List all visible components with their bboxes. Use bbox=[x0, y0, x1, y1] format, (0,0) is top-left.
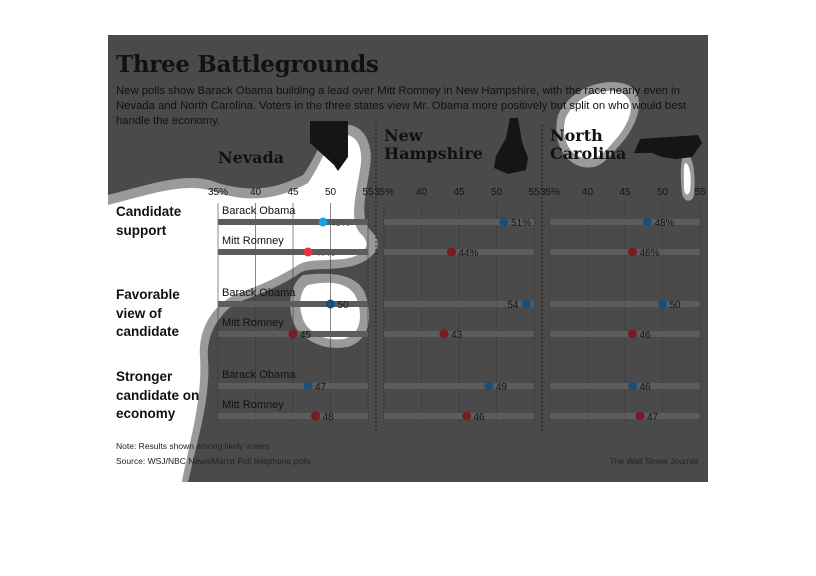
x-tick-label: 35% bbox=[539, 187, 561, 198]
x-tick-label: 45 bbox=[619, 187, 631, 198]
track-bar bbox=[218, 383, 368, 389]
data-value-label: 47 bbox=[315, 382, 327, 393]
x-tick-label: 45 bbox=[287, 187, 299, 198]
x-tick-label: 35% bbox=[207, 187, 229, 198]
dot-plot bbox=[108, 35, 708, 482]
state-name-north-carolina: North Carolina bbox=[550, 126, 627, 163]
data-value-label: 47 bbox=[647, 412, 659, 423]
obama-dot bbox=[485, 382, 494, 391]
obama-dot bbox=[319, 218, 328, 227]
data-value-label: 44% bbox=[458, 248, 479, 259]
data-value-label: 46 bbox=[639, 382, 651, 393]
data-value-label: 47% bbox=[315, 248, 336, 259]
track-bar bbox=[550, 413, 700, 419]
x-tick-label: 35% bbox=[373, 187, 395, 198]
romney-dot bbox=[636, 412, 645, 421]
romney-dot bbox=[311, 412, 320, 421]
data-value-label: 48% bbox=[654, 218, 675, 229]
candidate-name-label: Barack Obama bbox=[222, 287, 296, 299]
obama-dot bbox=[643, 218, 652, 227]
state-name-new-hampshire: New Hampshire bbox=[384, 126, 483, 163]
romney-dot bbox=[628, 330, 637, 339]
obama-dot bbox=[500, 218, 509, 227]
x-tick-label: 40 bbox=[249, 187, 262, 198]
data-value-label: 49 bbox=[496, 382, 508, 393]
x-tick-label: 55 bbox=[362, 187, 374, 198]
x-tick-label: 50 bbox=[490, 187, 503, 198]
chart-title: Three Battlegrounds bbox=[116, 51, 379, 78]
obama-dot bbox=[304, 382, 313, 391]
note-text: Note: Results shown among likely voters bbox=[116, 441, 270, 451]
track-bar bbox=[384, 413, 534, 419]
source-text: Source: WSJ/NBC News/Marist Poll telephone polls bbox=[116, 456, 312, 466]
track-bar bbox=[550, 383, 700, 389]
data-value-label: 48 bbox=[322, 412, 334, 423]
candidate-name-label: Mitt Romney bbox=[222, 399, 284, 411]
state-name-nevada: Nevada bbox=[218, 148, 285, 167]
graphic-panel bbox=[108, 35, 708, 482]
romney-dot bbox=[440, 330, 449, 339]
romney-dot bbox=[289, 330, 298, 339]
candidate-name-label: Barack Obama bbox=[222, 369, 296, 381]
candidate-name-label: Mitt Romney bbox=[222, 317, 284, 329]
data-value-label: 46 bbox=[473, 412, 485, 423]
romney-dot bbox=[447, 248, 456, 257]
x-tick-label: 40 bbox=[581, 187, 594, 198]
track-bar bbox=[550, 249, 700, 255]
x-tick-label: 50 bbox=[656, 187, 669, 198]
chart-subtitle: New polls show Barack Obama building a lead over Mitt Romney in New Hampshire, with the race nearly even in Nevada and North Carolina. Voters in the three states view Mr. Obama more positively but split on who would best handle the economy. bbox=[116, 85, 687, 127]
data-value-label: 49% bbox=[330, 218, 351, 229]
candidate-name-label: Mitt Romney bbox=[222, 235, 284, 247]
obama-dot bbox=[522, 300, 531, 309]
track-bar bbox=[218, 249, 368, 255]
data-value-label: 50 bbox=[669, 300, 681, 311]
x-tick-label: 55 bbox=[528, 187, 540, 198]
track-bar bbox=[218, 413, 368, 419]
row-label-candidate-support: Candidate support bbox=[116, 204, 182, 238]
credit-text: The Wall Street Journal bbox=[609, 456, 698, 466]
data-value-label: 46% bbox=[639, 248, 660, 259]
row-label-stronger-economy: Stronger candidate on economy bbox=[116, 369, 200, 421]
x-tick-label: 45 bbox=[453, 187, 465, 198]
romney-dot bbox=[462, 412, 471, 421]
romney-dot bbox=[628, 248, 637, 257]
track-bar bbox=[550, 331, 700, 337]
data-value-label: 45 bbox=[300, 330, 312, 341]
data-value-label: 54 bbox=[507, 300, 519, 311]
x-tick-label: 50 bbox=[324, 187, 337, 198]
data-value-label: 46 bbox=[639, 330, 651, 341]
candidate-name-label: Barack Obama bbox=[222, 205, 296, 217]
obama-dot bbox=[326, 300, 335, 309]
track-bar bbox=[384, 383, 534, 389]
row-label-favorable-view: Favorable view of candidate bbox=[116, 287, 180, 339]
x-tick-label: 40 bbox=[415, 187, 428, 198]
obama-dot bbox=[658, 300, 667, 309]
data-value-label: 51% bbox=[511, 218, 532, 229]
track-bar bbox=[550, 219, 700, 225]
data-value-label: 43 bbox=[451, 330, 463, 341]
x-tick-label: 55 bbox=[694, 187, 706, 198]
obama-dot bbox=[628, 382, 637, 391]
romney-dot bbox=[304, 248, 313, 257]
data-value-label: 50 bbox=[337, 300, 349, 311]
